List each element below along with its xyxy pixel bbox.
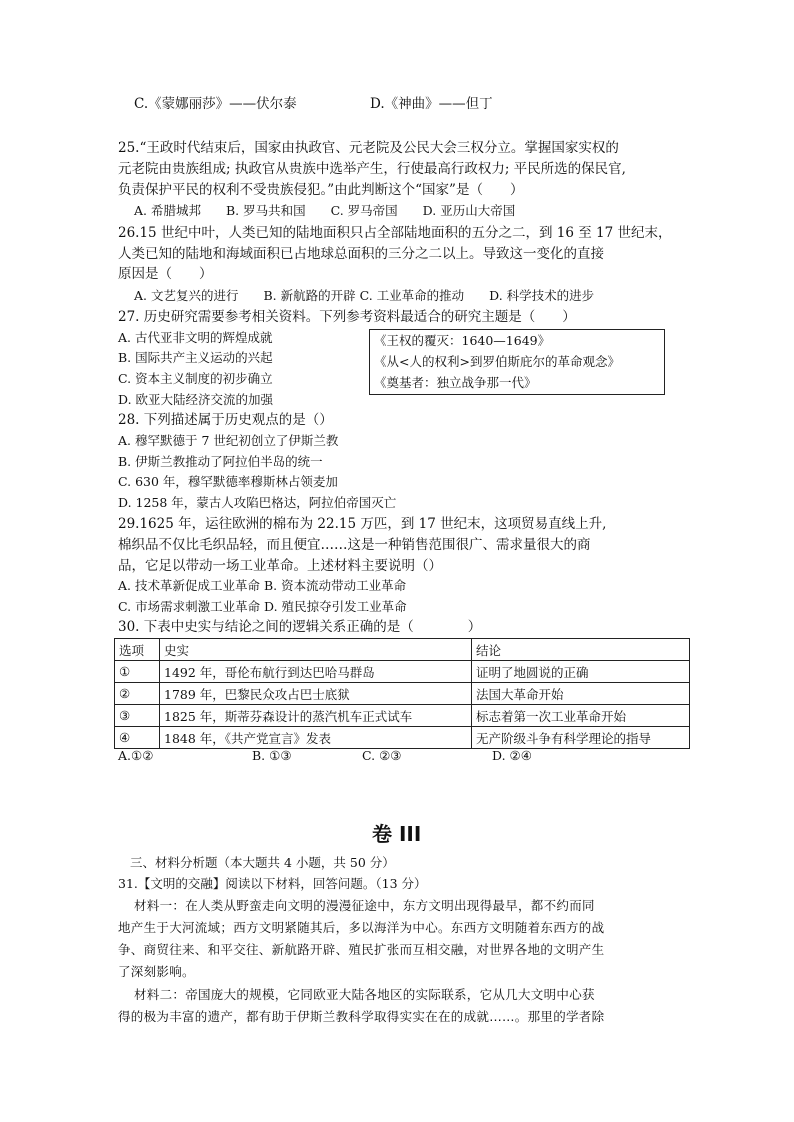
row-conclusion: 标志着第一次工业革命开始	[472, 705, 690, 727]
row-fact: 1492 年，哥伦布航行到达巴哈马群岛	[160, 661, 472, 683]
q27-reference-box	[369, 329, 665, 395]
q28-option-b: B. 伊斯兰教推动了阿拉伯半岛的统一	[118, 454, 323, 469]
q27-ref-3: 《奠基者：独立战争那一代》	[374, 375, 537, 390]
q25-stem-line-1: 25.“王政时代结束后，国家由执政官、元老院及公民大会三权分立。掌握国家实权的	[118, 140, 619, 156]
row-option: ③	[115, 705, 160, 727]
q31-material2-line-1: 材料二：帝国庞大的规模，它同欧亚大陆各地区的实际联系，它从几大文明中心获	[134, 987, 595, 1002]
q26-stem-line-2: 人类已知的陆地和海域面积已占地球总面积的三分之二以上。导致这一变化的直接	[118, 246, 604, 262]
row-conclusion: 无产阶级斗争有科学理论的指导	[472, 727, 690, 749]
q27-option-d: D. 欧亚大陆经济交流的加强	[118, 392, 274, 407]
row-conclusion: 法国大革命开始	[472, 683, 690, 705]
q31-material1-line-1: 材料一：在人类从野蛮走向文明的漫漫征途中，东方文明出现得最早，都不约而同	[134, 898, 595, 913]
q27-ref-2: 《从<人的权利>到罗伯斯庇尔的革命观念》	[374, 354, 620, 369]
row-fact: 1825 年，斯蒂芬森设计的蒸汽机车正式试车	[160, 705, 472, 727]
table-row	[115, 705, 690, 727]
row-option: ①	[115, 661, 160, 683]
q27-ref-1: 《王权的覆灭：1640—1649》	[374, 333, 551, 348]
q31-material1-line-3: 争、商贸往来、和平交往、新航路开辟、殖民扩张而互相交融，对世界各地的文明产生	[118, 942, 605, 957]
row-option: ④	[115, 727, 160, 749]
section-title: 卷 III	[372, 822, 422, 846]
q29-stem-line-1: 29.1625 年，运往欧洲的棉布为 22.15 万匹，到 17 世纪末，这项贸易直线上升,	[118, 516, 607, 532]
table-row	[115, 661, 690, 683]
table-header-row	[115, 639, 690, 661]
row-fact: 1789 年，巴黎民众攻占巴士底狱	[160, 683, 472, 705]
row-conclusion: 证明了地圆说的正确	[472, 661, 690, 683]
q31-material2-line-2: 得的极为丰富的遗产，都有助于伊斯兰教科学取得实实在在的成就……。那里的学者除	[118, 1009, 605, 1024]
q30-table	[114, 638, 690, 749]
row-fact: 1848 年，《共产党宣言》发表	[160, 727, 472, 749]
q26-stem-line-3: 原因是（ ）	[118, 266, 213, 282]
section-heading: 三、材料分析题（本大题共 4 小题，共 50 分）	[130, 855, 395, 870]
q29-stem-line-3: 品，它足以带动一场工业革命。上述材料主要说明（）	[118, 558, 442, 574]
q24-option-d: D.《神曲》——但丁	[370, 96, 493, 112]
q28-option-c: C. 630 年，穆罕默德率穆斯林占领麦加	[118, 474, 338, 489]
header-option: 选项	[115, 639, 160, 661]
q29-options-row-1: A. 技术革新促成工业革命 B. 资本流动带动工业革命	[118, 578, 407, 593]
q31-material1-line-2: 地产生于大河流域；西方文明紧随其后，多以海洋为中心。东西方文明随着东西方的战	[118, 920, 605, 935]
q30-answer-c: C. ②③	[362, 748, 402, 763]
q30-answer-d: D. ②④	[492, 748, 532, 763]
table-row	[115, 683, 690, 705]
q24-option-c: C.《蒙娜丽莎》——伏尔泰	[134, 96, 297, 112]
q27-option-a: A. 古代亚非文明的辉煌成就	[118, 330, 273, 345]
q25-stem-line-2: 元老院由贵族组成; 执政官从贵族中选举产生，行使最高行政权力; 平民所选的保民官,	[118, 161, 626, 177]
q26-stem-line-1: 26.15 世纪中叶，人类已知的陆地面积只占全部陆地面积的五分之二，到 16 至 17 世纪末，	[118, 225, 672, 241]
q30-answer-b: B. ①③	[252, 748, 292, 763]
q28-stem: 28. 下列描述属于历史观点的是（）	[118, 412, 333, 428]
q29-options-row-2: C. 市场需求刺激工业革命 D. 殖民掠夺引发工业革命	[118, 599, 407, 614]
q28-option-a: A. 穆罕默德于 7 世纪初创立了伊斯兰教	[118, 433, 339, 448]
header-fact: 史实	[160, 639, 472, 661]
q25-options: A. 希腊城邦 B. 罗马共和国 C. 罗马帝国 D. 亚历山大帝国	[134, 203, 516, 218]
table-row	[115, 727, 690, 749]
q31-material1-line-4: 了深刻影响。	[118, 964, 195, 979]
q29-stem-line-2: 棉织品不仅比毛织品轻，而且便宜……这是一种销售范围很广、需求量很大的商	[118, 537, 591, 553]
q31-stem: 31.【文明的交融】阅读以下材料，回答问题。（13 分）	[118, 876, 427, 891]
q27-option-b: B. 国际共产主义运动的兴起	[118, 350, 273, 365]
row-option: ②	[115, 683, 160, 705]
q28-option-d: D. 1258 年，蒙古人攻陷巴格达，阿拉伯帝国灭亡	[118, 495, 397, 510]
q27-option-c: C. 资本主义制度的初步确立	[118, 371, 273, 386]
q26-options: A. 文艺复兴的进行 B. 新航路的开辟 C. 工业革命的推动 D. 科学技术的进步	[134, 288, 595, 303]
q25-stem-line-3: 负责保护平民的权利不受贵族侵犯。”由此判断这个“国家”是（ ）	[118, 182, 524, 198]
q30-answer-a: A.①②	[118, 748, 154, 763]
q30-stem: 30. 下表中史实与结论之间的逻辑关系正确的是（ ）	[118, 619, 482, 635]
header-conclusion: 结论	[472, 639, 690, 661]
q27-stem: 27. 历史研究需要参考相关资料。下列参考资料最适合的研究主题是（ ）	[118, 309, 576, 325]
